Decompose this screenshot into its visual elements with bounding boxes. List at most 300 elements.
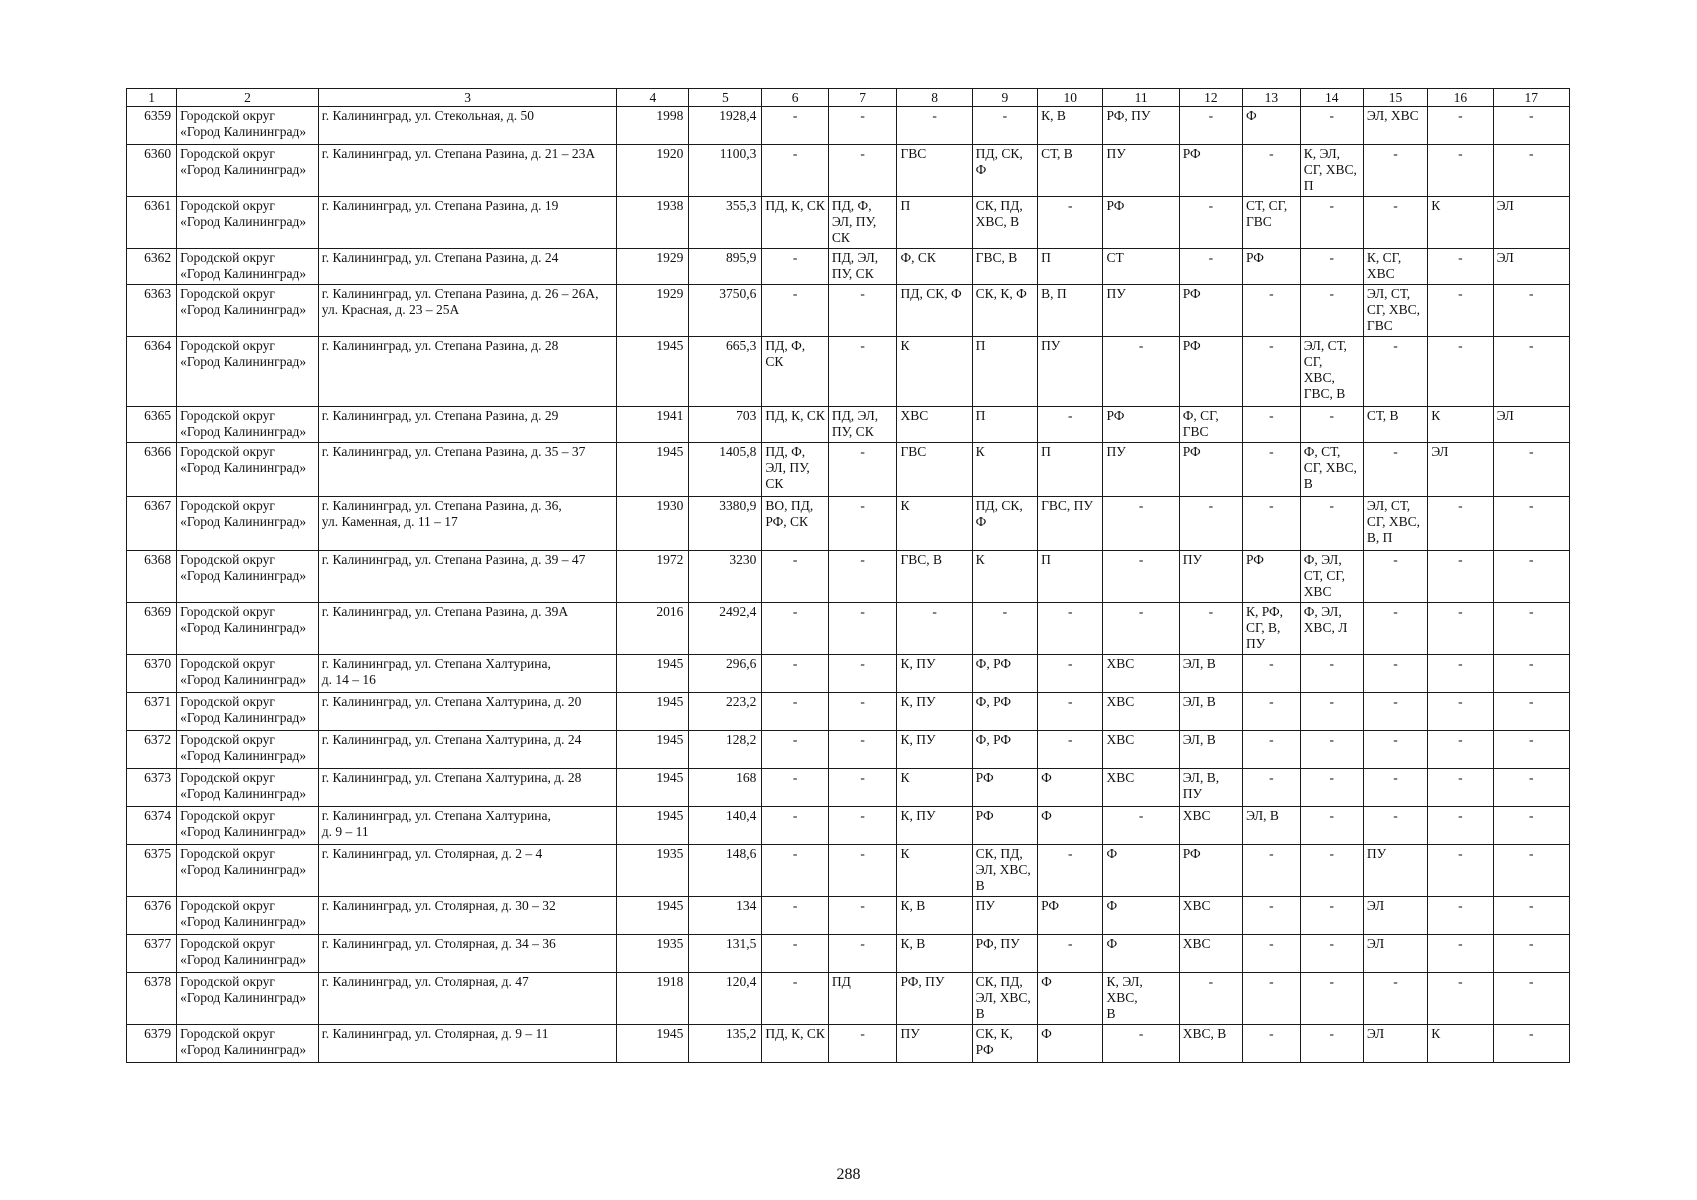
table-cell: 1945 <box>617 769 689 807</box>
table-cell: Городской округ «Город Калининград» <box>177 897 319 935</box>
table-cell: 296,6 <box>689 655 762 693</box>
table-cell: - <box>1363 443 1427 497</box>
table-cell: 128,2 <box>689 731 762 769</box>
table-cell: ЭЛ, СТ, СГ, ХВС, В, П <box>1363 497 1427 551</box>
table-cell: К, В <box>1038 107 1103 145</box>
table-cell: г. Калининград, ул. Степана Разина, д. 19 <box>318 197 617 249</box>
table-cell: - <box>1300 1025 1363 1063</box>
table-cell: - <box>1179 249 1242 285</box>
table-cell: г. Калининград, ул. Степана Разина, д. 36, ул. Каменная, д. 11 – 17 <box>318 497 617 551</box>
table-cell: Ф <box>1242 107 1300 145</box>
table-cell: СТ, В <box>1038 145 1103 197</box>
table-cell: - <box>1103 497 1179 551</box>
table-cell: г. Калининград, ул. Столярная, д. 30 – 32 <box>318 897 617 935</box>
table-cell: ПД <box>828 973 897 1025</box>
table-cell: ЭЛ, В <box>1179 655 1242 693</box>
table-cell: - <box>1428 731 1493 769</box>
table-cell: - <box>828 443 897 497</box>
table-cell: - <box>1363 197 1427 249</box>
table-cell: г. Калининград, ул. Столярная, д. 47 <box>318 973 617 1025</box>
table-cell: - <box>1493 1025 1569 1063</box>
table-cell: Городской округ «Город Калининград» <box>177 731 319 769</box>
table-cell: Городской округ «Город Калининград» <box>177 551 319 603</box>
table-cell: 131,5 <box>689 935 762 973</box>
table-cell: - <box>897 107 972 145</box>
table-cell: - <box>762 145 828 197</box>
table-cell: - <box>1493 497 1569 551</box>
table-cell: - <box>1493 443 1569 497</box>
table-cell: 6376 <box>127 897 177 935</box>
table-cell: П <box>1038 551 1103 603</box>
table-cell: Ф, РФ <box>972 731 1037 769</box>
table-cell: - <box>828 693 897 731</box>
page-number: 288 <box>836 1166 861 1183</box>
table-cell: ЭЛ <box>1493 407 1569 443</box>
table-cell: 134 <box>689 897 762 935</box>
table-cell: К, РФ, СГ, В, ПУ <box>1242 603 1300 655</box>
table-row <box>127 197 1570 249</box>
table-cell: 1972 <box>617 551 689 603</box>
table-cell: г. Калининград, ул. Степана Халтурина, д. 24 <box>318 731 617 769</box>
table-cell: РФ <box>1179 845 1242 897</box>
table-cell: 6371 <box>127 693 177 731</box>
table-cell: 1930 <box>617 497 689 551</box>
table-cell: 2016 <box>617 603 689 655</box>
table-cell: - <box>828 603 897 655</box>
table-cell: - <box>1038 407 1103 443</box>
table-cell: К <box>1428 407 1493 443</box>
table-cell: 3750,6 <box>689 285 762 337</box>
table-cell: - <box>1242 443 1300 497</box>
table-cell: - <box>1103 551 1179 603</box>
table-cell: ХВС <box>1103 769 1179 807</box>
table-cell: ГВС, В <box>972 249 1037 285</box>
table-cell: Ф <box>1038 1025 1103 1063</box>
table-cell: - <box>828 935 897 973</box>
table-cell: 1945 <box>617 693 689 731</box>
table-cell: г. Калининград, ул. Степана Разина, д. 35 – 37 <box>318 443 617 497</box>
table-cell: В, П <box>1038 285 1103 337</box>
table-cell: г. Калининград, ул. Столярная, д. 34 – 36 <box>318 935 617 973</box>
table-cell: - <box>1493 731 1569 769</box>
column-number-header: 17 <box>1493 89 1569 107</box>
table-row <box>127 337 1570 407</box>
table-cell: - <box>1428 285 1493 337</box>
table-cell: К, В <box>897 897 972 935</box>
table-cell: 6367 <box>127 497 177 551</box>
table-cell: г. Калининград, ул. Степана Разина, д. 24 <box>318 249 617 285</box>
table-cell: - <box>828 337 897 407</box>
table-cell: Городской округ «Город Калининград» <box>177 693 319 731</box>
table-cell: Городской округ «Город Калининград» <box>177 769 319 807</box>
table-cell: - <box>1363 551 1427 603</box>
table-cell: - <box>762 655 828 693</box>
table-cell: - <box>1300 249 1363 285</box>
table-cell: - <box>1103 1025 1179 1063</box>
table-row <box>127 603 1570 655</box>
table-cell: ХВС <box>1103 693 1179 731</box>
table-cell: 168 <box>689 769 762 807</box>
table-cell: ЭЛ, В <box>1179 693 1242 731</box>
table-cell: 6370 <box>127 655 177 693</box>
table-row <box>127 249 1570 285</box>
table-cell: 1935 <box>617 845 689 897</box>
table-cell: 1928,4 <box>689 107 762 145</box>
table-cell: РФ <box>1179 145 1242 197</box>
table-cell: РФ <box>1103 197 1179 249</box>
table-cell: - <box>762 551 828 603</box>
table-cell: 6360 <box>127 145 177 197</box>
table-cell: РФ <box>1179 443 1242 497</box>
table-cell: 6377 <box>127 935 177 973</box>
table-cell: Ф, РФ <box>972 693 1037 731</box>
table-cell: - <box>972 603 1037 655</box>
table-cell: РФ <box>1038 897 1103 935</box>
table-cell: ЭЛ <box>1363 935 1427 973</box>
column-number-header: 9 <box>972 89 1037 107</box>
table-cell: - <box>828 655 897 693</box>
table-cell: г. Калининград, ул. Степана Халтурина, д. 28 <box>318 769 617 807</box>
table-cell: - <box>1493 845 1569 897</box>
table-cell: ВО, ПД, РФ, СК <box>762 497 828 551</box>
column-number-header: 10 <box>1038 89 1103 107</box>
column-number-header: 5 <box>689 89 762 107</box>
table-cell: Городской округ «Город Калининград» <box>177 249 319 285</box>
table-row <box>127 935 1570 973</box>
table-cell: - <box>1242 973 1300 1025</box>
table-cell: - <box>1493 897 1569 935</box>
table-cell: - <box>828 551 897 603</box>
table-cell: ПД, К, СК <box>762 1025 828 1063</box>
table-cell: - <box>1428 107 1493 145</box>
table-cell: ЭЛ <box>1493 249 1569 285</box>
table-cell: - <box>1428 655 1493 693</box>
table-cell: Ф <box>1038 973 1103 1025</box>
table-cell: - <box>1300 897 1363 935</box>
table-cell: - <box>1363 693 1427 731</box>
table-cell: ЭЛ, СТ, СГ, ХВС, ГВС, В <box>1300 337 1363 407</box>
table-cell: РФ, ПУ <box>972 935 1037 973</box>
table-cell: 6375 <box>127 845 177 897</box>
table-row <box>127 497 1570 551</box>
table-cell: - <box>1363 145 1427 197</box>
table-cell: - <box>1103 603 1179 655</box>
table-cell: ПУ <box>897 1025 972 1063</box>
table-row <box>127 693 1570 731</box>
table-cell: - <box>1428 551 1493 603</box>
table-cell: П <box>1038 443 1103 497</box>
table-cell: - <box>1242 769 1300 807</box>
table-cell: ЭЛ <box>1428 443 1493 497</box>
object-register-table <box>126 88 1570 1063</box>
table-cell: - <box>1493 285 1569 337</box>
table-cell: ПД, СК, Ф <box>972 497 1037 551</box>
table-cell: 1920 <box>617 145 689 197</box>
table-row <box>127 973 1570 1025</box>
table-cell: - <box>1242 337 1300 407</box>
table-cell: - <box>1428 249 1493 285</box>
table-cell: - <box>1428 769 1493 807</box>
table-cell: 6373 <box>127 769 177 807</box>
table-row <box>127 145 1570 197</box>
table-cell: - <box>762 973 828 1025</box>
table-cell: К <box>897 769 972 807</box>
table-cell: - <box>1493 973 1569 1025</box>
table-cell: 1945 <box>617 443 689 497</box>
column-number-header: 12 <box>1179 89 1242 107</box>
table-cell: ПУ <box>1103 443 1179 497</box>
table-cell: - <box>1300 655 1363 693</box>
table-cell: - <box>1242 285 1300 337</box>
table-cell: - <box>1363 807 1427 845</box>
table-cell: К, ПУ <box>897 655 972 693</box>
table-cell: Городской округ «Город Калининград» <box>177 443 319 497</box>
table-cell: - <box>828 107 897 145</box>
table-cell: СК, К, РФ <box>972 1025 1037 1063</box>
table-row <box>127 731 1570 769</box>
column-number-header: 14 <box>1300 89 1363 107</box>
table-cell: ПД, Ф, ЭЛ, ПУ, СК <box>828 197 897 249</box>
table-cell: Городской округ «Город Калининград» <box>177 1025 319 1063</box>
table-cell: ЭЛ <box>1363 1025 1427 1063</box>
table-cell: Городской округ «Город Калининград» <box>177 145 319 197</box>
table-cell: 1100,3 <box>689 145 762 197</box>
table-cell: К, ЭЛ, ХВС, В <box>1103 973 1179 1025</box>
column-number-header: 3 <box>318 89 617 107</box>
table-cell: г. Калининград, ул. Степана Разина, д. 28 <box>318 337 617 407</box>
table-cell: 703 <box>689 407 762 443</box>
column-number-header: 2 <box>177 89 319 107</box>
table-cell: г. Калининград, ул. Стекольная, д. 50 <box>318 107 617 145</box>
table-cell: ГВС <box>897 145 972 197</box>
table-cell: РФ <box>1179 337 1242 407</box>
table-cell: ГВС, ПУ <box>1038 497 1103 551</box>
column-number-header: 4 <box>617 89 689 107</box>
table-cell: ПУ <box>1179 551 1242 603</box>
table-cell: 1935 <box>617 935 689 973</box>
table-cell: ПД, СК, Ф <box>897 285 972 337</box>
table-cell: - <box>1038 655 1103 693</box>
table-cell: 6366 <box>127 443 177 497</box>
table-cell: - <box>828 285 897 337</box>
table-cell: ХВС <box>1179 897 1242 935</box>
table-cell: Городской округ «Город Калининград» <box>177 603 319 655</box>
table-cell: - <box>1493 603 1569 655</box>
table-cell: - <box>1179 497 1242 551</box>
table-row <box>127 897 1570 935</box>
table-row <box>127 443 1570 497</box>
table-cell: К <box>972 551 1037 603</box>
table-cell: г. Калининград, ул. Степана Разина, д. 39 – 47 <box>318 551 617 603</box>
table-cell: СК, К, Ф <box>972 285 1037 337</box>
table-cell: ХВС <box>1103 655 1179 693</box>
table-cell: - <box>1300 731 1363 769</box>
table-cell: Ф <box>1103 845 1179 897</box>
table-cell: Ф, ЭЛ, ХВС, Л <box>1300 603 1363 655</box>
table-cell: - <box>1428 693 1493 731</box>
table-cell: ЭЛ, В <box>1242 807 1300 845</box>
table-cell: Ф <box>1103 897 1179 935</box>
table-cell: 6368 <box>127 551 177 603</box>
table-cell: К, ПУ <box>897 807 972 845</box>
table-cell: П <box>972 337 1037 407</box>
table-cell: 6364 <box>127 337 177 407</box>
table-cell: - <box>1179 197 1242 249</box>
column-number-header: 13 <box>1242 89 1300 107</box>
table-cell: - <box>1179 603 1242 655</box>
table-cell: ЭЛ <box>1363 897 1427 935</box>
table-cell: ПД, ЭЛ, ПУ, СК <box>828 249 897 285</box>
table-cell: К, ПУ <box>897 731 972 769</box>
table-cell: - <box>828 731 897 769</box>
table-cell: Городской округ «Город Калининград» <box>177 337 319 407</box>
table-cell: 1929 <box>617 249 689 285</box>
table-cell: - <box>762 935 828 973</box>
table-cell: ЭЛ, ХВС <box>1363 107 1427 145</box>
table-cell: 6359 <box>127 107 177 145</box>
table-cell: - <box>1038 693 1103 731</box>
table-cell: ПУ <box>972 897 1037 935</box>
table-cell: К, ЭЛ, СГ, ХВС, П <box>1300 145 1363 197</box>
table-cell: СК, ПД, ЭЛ, ХВС, В <box>972 973 1037 1025</box>
table-cell: - <box>762 807 828 845</box>
table-cell: - <box>1428 337 1493 407</box>
table-cell: - <box>828 497 897 551</box>
table-cell: РФ <box>972 769 1037 807</box>
table-cell: ГВС <box>897 443 972 497</box>
table-cell: Ф, СТ, СГ, ХВС, В <box>1300 443 1363 497</box>
table-cell: - <box>1242 845 1300 897</box>
table-cell: - <box>1428 897 1493 935</box>
table-cell: ХВС <box>1103 731 1179 769</box>
table-cell: 3230 <box>689 551 762 603</box>
table-cell: ЭЛ, В <box>1179 731 1242 769</box>
table-cell: - <box>1242 935 1300 973</box>
table-cell: ЭЛ, В, ПУ <box>1179 769 1242 807</box>
table-cell: - <box>762 897 828 935</box>
table-cell: г. Калининград, ул. Столярная, д. 2 – 4 <box>318 845 617 897</box>
table-cell: - <box>1363 769 1427 807</box>
table-cell: - <box>828 145 897 197</box>
table-cell: 1929 <box>617 285 689 337</box>
table-cell: - <box>1493 807 1569 845</box>
table-cell: - <box>828 1025 897 1063</box>
table-cell: Городской округ «Город Калининград» <box>177 107 319 145</box>
table-row <box>127 769 1570 807</box>
table-cell: П <box>1038 249 1103 285</box>
table-cell: - <box>762 845 828 897</box>
table-cell: ПД, К, СК <box>762 407 828 443</box>
table-cell: 1945 <box>617 807 689 845</box>
table-cell: - <box>1242 693 1300 731</box>
table-cell: - <box>762 249 828 285</box>
column-number-header: 15 <box>1363 89 1427 107</box>
table-cell: - <box>1300 973 1363 1025</box>
table-cell: - <box>1428 845 1493 897</box>
table-cell: - <box>1242 731 1300 769</box>
table-cell: Городской округ «Город Калининград» <box>177 497 319 551</box>
table-cell: г. Калининград, ул. Степана Разина, д. 26 – 26А, ул. Красная, д. 23 – 25А <box>318 285 617 337</box>
table-cell: Городской округ «Город Калининград» <box>177 845 319 897</box>
table-row <box>127 107 1570 145</box>
table-cell: Городской округ «Город Калининград» <box>177 197 319 249</box>
table-cell: ПД, СК, Ф <box>972 145 1037 197</box>
table-cell: - <box>762 769 828 807</box>
table-cell: 6361 <box>127 197 177 249</box>
table-row <box>127 655 1570 693</box>
table-cell: - <box>1363 337 1427 407</box>
table-cell: 3380,9 <box>689 497 762 551</box>
table-cell: СТ <box>1103 249 1179 285</box>
table-cell: 1938 <box>617 197 689 249</box>
table-cell: г. Калининград, ул. Степана Халтурина, д. 9 – 11 <box>318 807 617 845</box>
table-cell: - <box>762 603 828 655</box>
table-cell: 1918 <box>617 973 689 1025</box>
table-cell: 2492,4 <box>689 603 762 655</box>
table-cell: СТ, В <box>1363 407 1427 443</box>
table-cell: РФ <box>972 807 1037 845</box>
table-cell: К <box>897 497 972 551</box>
table-row <box>127 845 1570 897</box>
table-cell: СТ, СГ, ГВС <box>1242 197 1300 249</box>
table-cell: - <box>1300 693 1363 731</box>
table-cell: 1405,8 <box>689 443 762 497</box>
table-cell: Городской округ «Город Калининград» <box>177 973 319 1025</box>
table-cell: - <box>1038 731 1103 769</box>
table-cell: ПД, К, СК <box>762 197 828 249</box>
table-cell: - <box>1242 497 1300 551</box>
table-cell: 6363 <box>127 285 177 337</box>
table-cell: - <box>1363 655 1427 693</box>
table-row <box>127 551 1570 603</box>
table-cell: - <box>1300 407 1363 443</box>
table-cell: - <box>1363 973 1427 1025</box>
table-cell: г. Калининград, ул. Степана Разина, д. 29 <box>318 407 617 443</box>
table-cell: К <box>1428 1025 1493 1063</box>
table-cell: Городской округ «Город Калининград» <box>177 655 319 693</box>
table-cell: К <box>1428 197 1493 249</box>
table-cell: 665,3 <box>689 337 762 407</box>
table-cell: 1998 <box>617 107 689 145</box>
table-cell: П <box>972 407 1037 443</box>
table-cell: - <box>1363 731 1427 769</box>
table-cell: - <box>1363 603 1427 655</box>
table-cell: 355,3 <box>689 197 762 249</box>
table-cell: - <box>1242 145 1300 197</box>
table-cell: РФ <box>1242 249 1300 285</box>
table-cell: 6374 <box>127 807 177 845</box>
table-cell: ЭЛ <box>1493 197 1569 249</box>
table-cell: - <box>1103 807 1179 845</box>
table-cell: - <box>1300 769 1363 807</box>
table-cell: ПД, Ф, ЭЛ, ПУ, СК <box>762 443 828 497</box>
table-cell: 6378 <box>127 973 177 1025</box>
table-cell: Ф, РФ <box>972 655 1037 693</box>
table-cell: - <box>828 845 897 897</box>
table-cell: ХВС <box>1179 935 1242 973</box>
table-cell: - <box>897 603 972 655</box>
table-cell: СК, ПД, ЭЛ, ХВС, В <box>972 845 1037 897</box>
table-cell: - <box>1428 603 1493 655</box>
table-cell: - <box>1300 197 1363 249</box>
table-cell: - <box>1300 285 1363 337</box>
table-cell: - <box>762 693 828 731</box>
table-cell: - <box>828 769 897 807</box>
table-cell: Ф, СГ, ГВС <box>1179 407 1242 443</box>
table-cell: 6365 <box>127 407 177 443</box>
table-cell: г. Калининград, ул. Степана Халтурина, д. 14 – 16 <box>318 655 617 693</box>
column-number-header: 8 <box>897 89 972 107</box>
